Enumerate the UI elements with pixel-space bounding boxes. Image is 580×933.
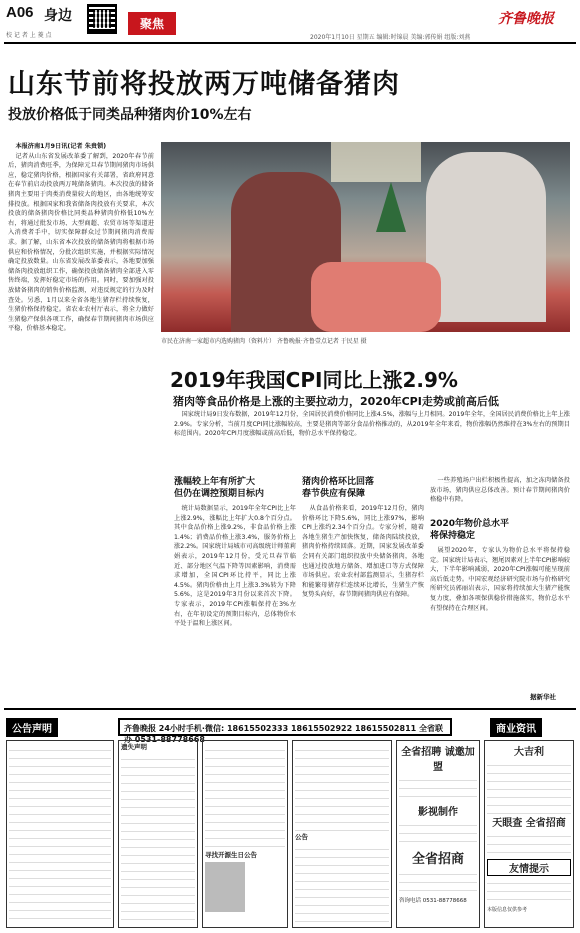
ads-middle-column-3 [292, 740, 392, 928]
ads-notice-column [6, 740, 114, 928]
ads-business-column [484, 740, 574, 928]
cpi-section-1-title: 涨幅较上年有所扩大 但仍在调控预期目标内 [174, 477, 265, 499]
page-number: A06 [6, 4, 34, 21]
cpi-section-2-title: 猪肉价格环比回落 春节供应有保障 [302, 477, 375, 499]
main-subheadline: 投放价格低于同类品种猪肉价10%左右 [8, 107, 252, 123]
photo-caption: 市民在济南一家超市内选购猪肉（资料片） 齐鲁晚报·齐鲁壹点记者 于民星 摄 [161, 338, 367, 345]
cpi-section-2-body [302, 504, 424, 704]
ads-contact: 咨询电话 0531-88778668 [399, 898, 467, 904]
ads-tip-title: 友情提示 [487, 859, 571, 876]
cpi-section-3-body [430, 546, 570, 694]
ads-label-lost: 遗失声明 [121, 743, 147, 751]
photo-pork-counter [161, 142, 570, 332]
cpi-section-3-lead [430, 476, 570, 516]
cpi-headline: 2019年我国CPI同比上涨2.9% [170, 368, 458, 392]
cpi-section-1-text: 统计局数据显示，2019年全年CPI比上年上涨2.9%，涨幅比上年扩大0.8个百分点。其中食品价格上涨9.2%，非食品价格上涨1.4%；消费品价格上涨3.4%，服务价格上涨2.2%。国家统计局城市司高级统计师董莉娟表示，2019年12月份，受元旦春节临近、部分地区气温下降等因素影响，消费需求增加，全国CPI环比持平，同比上涨4.5%。猪肉价格由上月上涨3.3%转为下降5.6%，这是2019年3月份以来首次下降。专家表示，2019年CPI涨幅保持在3%左右，在年初设定的预期目标内，总体物价水平处于温和上涨区间。 [174, 505, 296, 628]
header-rule [4, 42, 576, 44]
newspaper-logo: 齐鲁晚报 [498, 11, 554, 27]
cpi-section-3-lead-text: 一些养殖场户出栏积极性提高，加之冻肉储备投放市场，猪肉供应总体改善。预计春节期间猪肉价格稳中有降。 [430, 477, 570, 504]
byline: 本报济南1月9日讯(记者 朱贵锁) [15, 143, 107, 150]
qr-code-icon[interactable] [87, 4, 117, 34]
article-text: 记者从山东省发展改革委了解到，2020年春节前后，猪肉消费旺季，为保障元旦春节期间猪肉市场供应，稳定猪肉价格，根据国家有关部署，省政府同意在春节前启动投放两万吨储备猪肉。本次投放的储备猪肉主要用于肉类消费量较大的地区，由各地统筹安排投放。根据国家和我省储备肉投放有关要求，本次投放的储备猪肉价格比同类品种猪肉价格低10%左右，将通过批发市场、大型商超、农贸市场等渠道进入消费者手中，切实保障群众过节期间猪肉消费需求。据了解，山东省本次投放的储备猪肉将根据市场供应和价格情况，分批次组织实施，并根据实际情况确定投放数量。山东省发展改革委表示，各地要加强储备肉投放组织工作，确保投放储备猪肉全部进入零售终端，发挥好稳定市场的作用。同时，要加强对投放储备猪肉的销售价格监测，对违反规定的行为及时查处。另悉，1月以来全省各地生猪存栏持续恢复，生猪价格保持稳定。省农业农村厅表示，将全力做好生猪稳产保供各项工作，确保春节期间猪肉市场供应平稳，价格基本稳定。 [8, 152, 154, 333]
ads-middle-column-1 [118, 740, 198, 928]
cpi-section-3-text: 展望2020年，专家认为物价总水平将保持稳定。国家统计局表示，翘尾因素对上半年CPI影响较大，下半年影响减弱，2020年CPI涨幅可能呈现前高后低走势。中国宏观经济研究院市场与价格研究所研究员郭丽岩表示，国家将持续加大生猪产能恢复力度，叠加各项保供稳价措施落实，物价总水平有望保持在合理区间。 [430, 547, 570, 612]
main-article-body [8, 142, 154, 704]
cpi-lead [174, 410, 570, 468]
cpi-source: 据新华社 [530, 693, 556, 701]
ads-rule [4, 708, 576, 710]
ads-video-title: 影视制作 [418, 807, 458, 818]
ads-tianyan-title: 天眼查 全省招商 [492, 818, 566, 829]
ads-label-notice: 公告 [295, 833, 308, 841]
ads-right-header: 商业资讯 [490, 718, 542, 737]
ads-photo [205, 862, 245, 912]
focus-tag: 聚焦 [128, 12, 176, 35]
ads-recruit-title: 全省招聘 诚邀加盟 [401, 747, 475, 773]
ads-label-birthday: 寻找开源生日公告 [205, 851, 257, 859]
ads-middle-column-2 [202, 740, 288, 928]
cpi-section-3-title: 2020年物价总水平 将保持稳定 [430, 519, 510, 541]
issue-meta: 2020年1月10日 星期五 编辑:时锦晨 美编:郭传娟 组版:刘燕 [310, 34, 471, 41]
section-subtitle: 校 记 者 上 菱 点 [6, 32, 52, 39]
cpi-subheadline: 猪肉等食品价格是上涨的主要拉动力，2020年CPI走势或前高后低 [173, 395, 499, 408]
cpi-section-2-text: 从食品价格来看，2019年12月份，猪肉价格环比下降5.6%，同比上涨97%，影响CPI上涨约2.34个百分点。专家分析，随着各地生猪生产加快恢复，储备肉陆续投放，猪肉价格持续回落。近期，国家发展改革委会同有关部门组织投放中央储备猪肉，各地也通过投放地方储备、增加进口等方式保障市场供应。农业农村部监测显示，生猪存栏和能繁母猪存栏连续环比增长，生猪生产恢复势头向好，春节期间猪肉供应有保障。 [302, 505, 424, 599]
ads-hotline[interactable]: 齐鲁晚报 24小时手机·微信: 18615502333 18615502922 18615502811 全省联办 0531-88778668 [118, 718, 452, 736]
ads-left-header: 公告声明 [6, 718, 58, 737]
ads-merchants-title: 全省招商 [411, 852, 464, 867]
ads-daji-title: 大吉利 [514, 747, 544, 758]
cpi-section-1-body [174, 504, 296, 704]
cpi-lead-text: 国家统计局9日发布数据，2019年12月份，全国居民消费价格同比上涨4.5%，涨幅与上月相同。2019年全年，全国居民消费价格比上年上涨2.9%。专家分析，当前月度CPI同比涨幅较高，主要是猪肉等部分食品价格推动的，从2019年全年来看，物价涨幅仍然维持在3%左右的预期目标范围内。2020年CPI月度涨幅或前高后低，物价总水平保持稳定。 [174, 411, 570, 438]
main-headline: 山东节前将投放两万吨储备猪肉 [8, 69, 400, 100]
section-title: 身边 [44, 8, 72, 24]
ads-recruit-column [396, 740, 480, 928]
ads-bottom-note: 本版信息仅供参考 [487, 907, 528, 913]
